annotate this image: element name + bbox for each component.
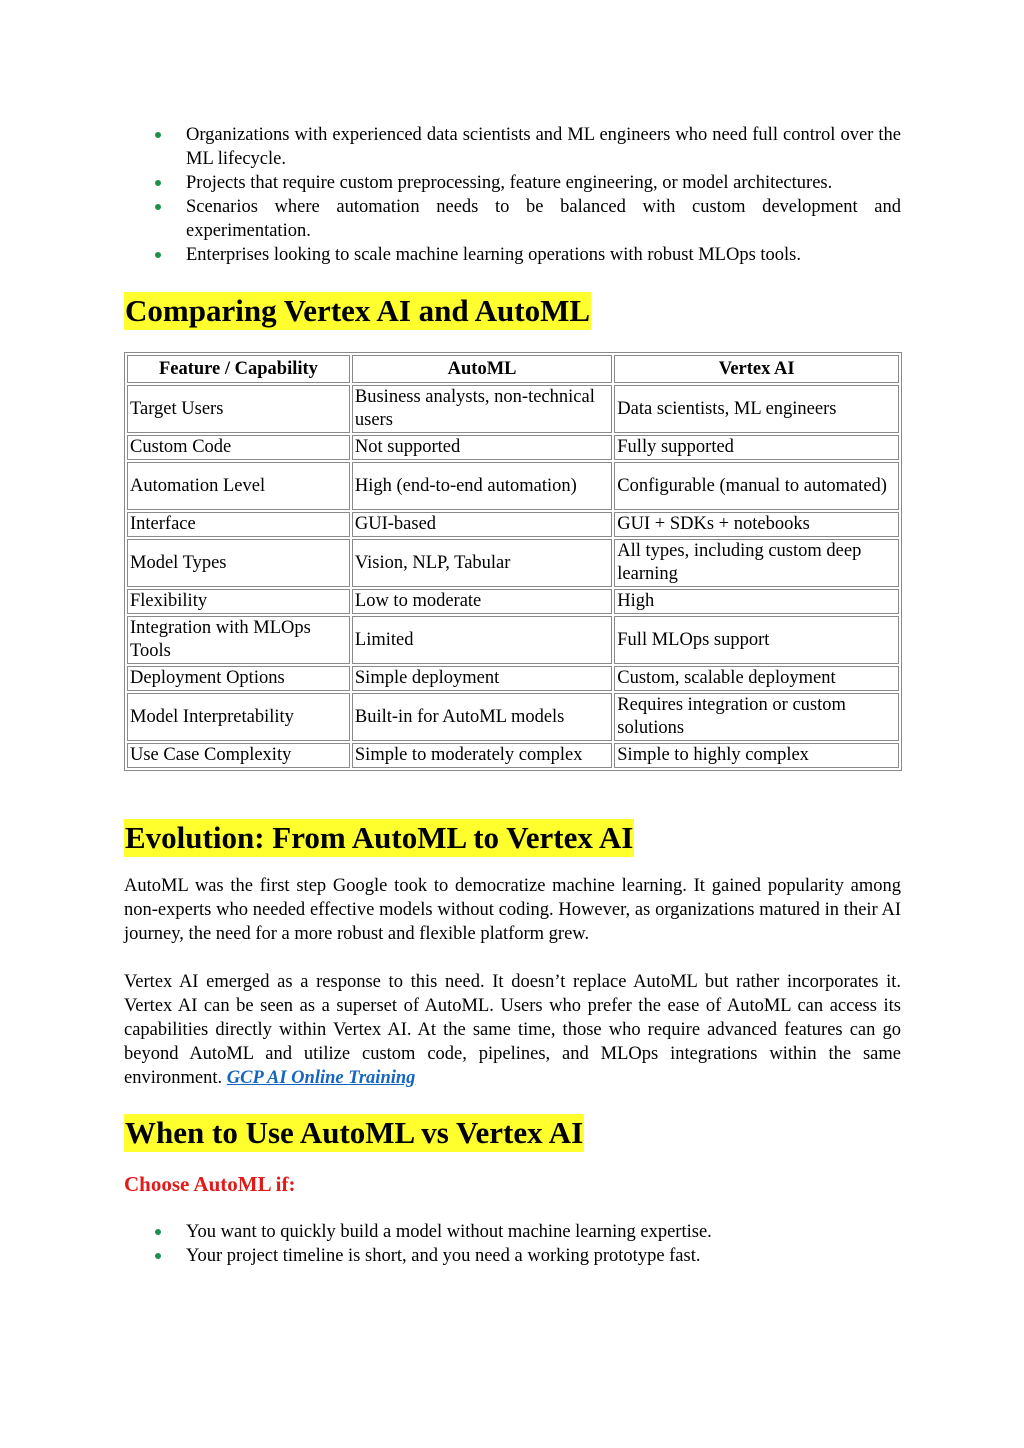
table-cell: Low to moderate <box>352 589 612 614</box>
table-cell: Full MLOps support <box>614 616 899 664</box>
comparison-heading <box>124 292 901 330</box>
table-row <box>127 539 899 587</box>
automl-bullet-list <box>124 1220 901 1268</box>
table-cell: Data scientists, ML engineers <box>614 385 899 433</box>
table-cell: Target Users <box>127 385 350 433</box>
table-cell: Simple deployment <box>352 666 612 691</box>
list-item <box>124 171 901 195</box>
table-cell: Not supported <box>352 435 612 460</box>
bullet-icon <box>155 252 161 258</box>
table-cell: Flexibility <box>127 589 350 614</box>
table-row <box>127 616 899 664</box>
evolution-heading <box>124 819 901 857</box>
header-vertex-ai: Vertex AI <box>614 355 899 383</box>
document-page <box>124 123 901 1268</box>
table-cell: Simple to highly complex <box>614 743 899 768</box>
list-item <box>124 123 901 171</box>
list-item-text: Enterprises looking to scale machine learning operations with robust MLOps tools. <box>186 245 802 265</box>
table-cell: Interface <box>127 512 350 537</box>
table-cell: GUI + SDKs + notebooks <box>614 512 899 537</box>
table-cell: Custom Code <box>127 435 350 460</box>
table-header-row <box>127 355 899 383</box>
table-cell: Configurable (manual to automated) <box>614 462 899 510</box>
header-feature: Feature / Capability <box>127 355 350 383</box>
bullet-icon <box>155 204 161 210</box>
list-item-text: Projects that require custom preprocessing, feature engineering, or model architectures. <box>186 173 833 193</box>
bullet-icon <box>155 132 161 138</box>
list-item-text: You want to quickly build a model without machine learning expertise. <box>186 1222 712 1242</box>
comparison-heading-text: Comparing Vertex AI and AutoML <box>125 293 591 328</box>
evolution-paragraph-2-text: Vertex AI emerged as a response to this need. It doesn’t replace AutoML but rather incorporates it. Vertex AI can be seen as a superset of AutoML. Users who prefer the ease of AutoML can access its capabilities directly within Vertex AI. At the same time, those who require advanced features can go beyond AutoML and utilize custom code, pipelines, and MLOps integrations within the same environment. <box>124 972 901 1088</box>
table-cell: Model Interpretability <box>127 693 350 741</box>
header-automl: AutoML <box>352 355 612 383</box>
table-cell: High <box>614 589 899 614</box>
list-item-text: Scenarios where automation needs to be balanced with custom development and experimentation. <box>186 197 901 241</box>
list-item-text: Organizations with experienced data scientists and ML engineers who need full control over the ML lifecycle. <box>186 125 901 169</box>
table-cell: Model Types <box>127 539 350 587</box>
table-cell: Vision, NLP, Tabular <box>352 539 612 587</box>
table-cell: Custom, scalable deployment <box>614 666 899 691</box>
table-cell: High (end-to-end automation) <box>352 462 612 510</box>
top-bullet-list <box>124 123 901 267</box>
list-item <box>124 1244 901 1268</box>
list-item <box>124 1220 901 1244</box>
evolution-paragraph-1: AutoML was the first step Google took to democratize machine learning. It gained popularity among non-experts who needed effective models without coding. However, as organizations matured in their AI journey, the need for a more robust and flexible platform grew. <box>124 876 901 944</box>
list-item-text: Your project timeline is short, and you need a working prototype fast. <box>186 1246 701 1266</box>
table-row <box>127 693 899 741</box>
bullet-icon <box>155 180 161 186</box>
choose-automl-subheading: Choose AutoML if: <box>124 1172 296 1196</box>
table-row <box>127 589 899 614</box>
table-row <box>127 512 899 537</box>
comparison-table <box>124 352 902 771</box>
when-heading <box>124 1114 901 1152</box>
table-cell: Deployment Options <box>127 666 350 691</box>
table-cell: Use Case Complexity <box>127 743 350 768</box>
gcp-ai-training-link[interactable]: GCP AI Online Training <box>226 1068 416 1088</box>
table-row <box>127 743 899 768</box>
table-row <box>127 462 899 510</box>
evolution-paragraph-2 <box>124 970 901 1090</box>
table-cell: Requires integration or custom solutions <box>614 693 899 741</box>
table-cell: All types, including custom deep learning <box>614 539 899 587</box>
evolution-heading-text: Evolution: From AutoML to Vertex AI <box>125 820 634 855</box>
table-cell: Limited <box>352 616 612 664</box>
table-cell: Integration with MLOps Tools <box>127 616 350 664</box>
table-cell: Simple to moderately complex <box>352 743 612 768</box>
list-item <box>124 195 901 243</box>
table-cell: Fully supported <box>614 435 899 460</box>
when-heading-text: When to Use AutoML vs Vertex AI <box>125 1115 584 1150</box>
table-row <box>127 385 899 433</box>
bullet-icon <box>155 1229 161 1235</box>
table-row <box>127 435 899 460</box>
table-cell: GUI-based <box>352 512 612 537</box>
list-item <box>124 243 901 267</box>
table-cell: Automation Level <box>127 462 350 510</box>
table-cell: Built-in for AutoML models <box>352 693 612 741</box>
bullet-icon <box>155 1253 161 1259</box>
table-row <box>127 666 899 691</box>
table-cell: Business analysts, non-technical users <box>352 385 612 433</box>
